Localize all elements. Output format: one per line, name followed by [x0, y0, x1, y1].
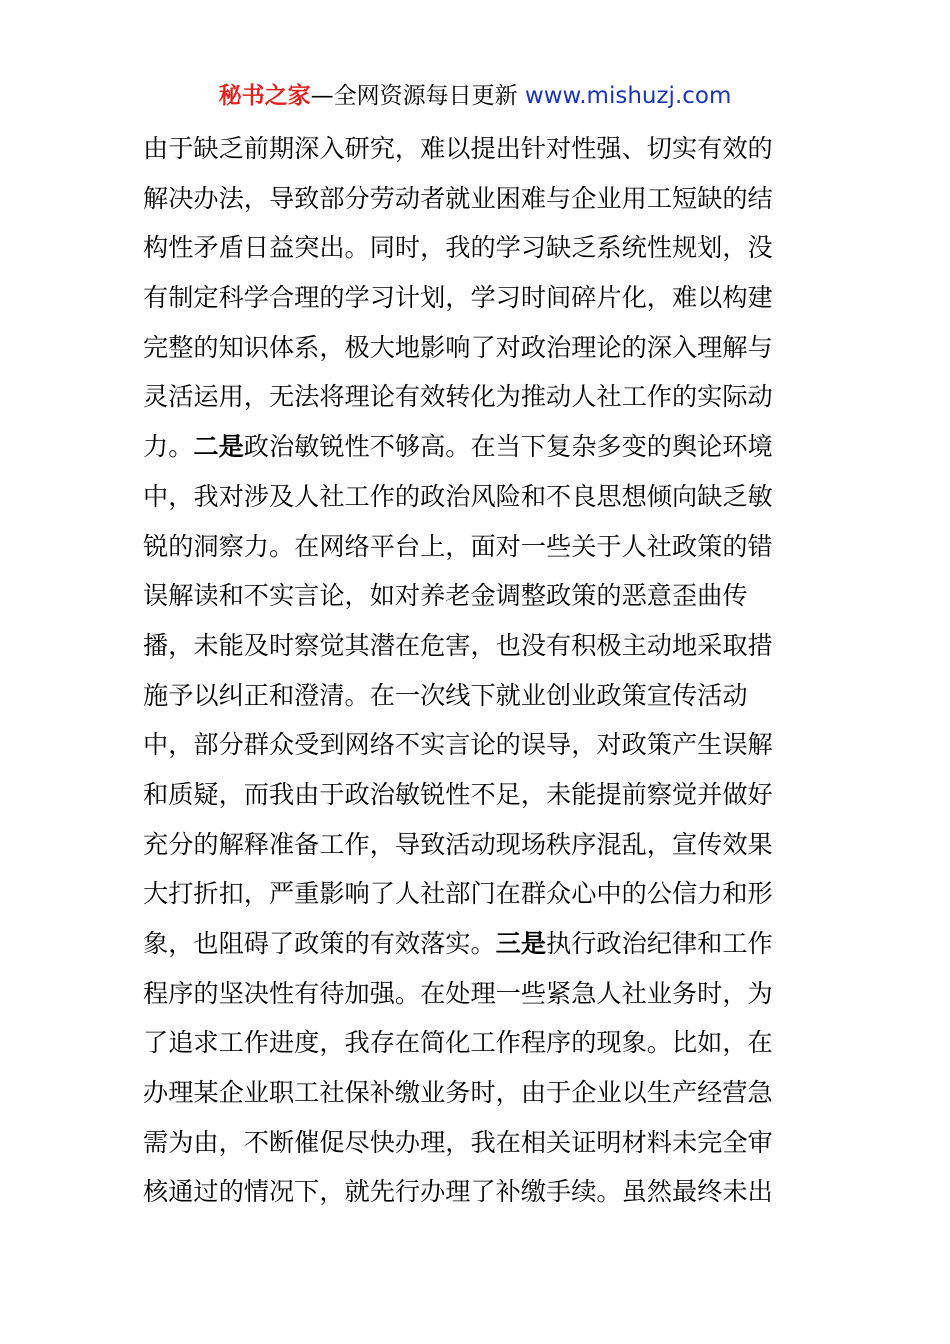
text-line: 大打折扣，严重影响了人社部门在群众心中的公信力和形 — [143, 879, 773, 909]
header-brand: 秘书之家 — [218, 83, 311, 109]
text-line: 误解读和不实言论，如对养老金调整政策的恶意歪曲传 — [143, 581, 748, 611]
text-line: 施予以纠正和澄清。在一次线下就业创业政策宣传活动 — [143, 680, 748, 710]
text-line: 构性矛盾日益突出。同时，我的学习缺乏系统性规划，没 — [143, 233, 773, 263]
text-line: 程序的坚决性有待加强。在处理一些紧急人社业务时，为 — [143, 978, 773, 1008]
header-tagline: —全网资源每日更新 — [310, 83, 525, 109]
text-line: 由于缺乏前期深入研究，难以提出针对性强、切实有效的 — [143, 134, 773, 163]
point-two-heading: 二是 — [193, 432, 244, 462]
text-line: 解决办法，导致部分劳动者就业困难与企业用工短缺的结 — [143, 183, 773, 213]
text-line: 中，我对涉及人社工作的政治风险和不良思想倾向缺乏敏 — [143, 481, 773, 511]
document-header — [0, 80, 950, 112]
header-site-url: www.mishuzj.com — [524, 83, 732, 109]
text-line: 了追求工作进度，我存在简化工作程序的现象。比如，在 — [143, 1028, 773, 1058]
text-line: 核通过的情况下，就先行办理了补缴手续。虽然最终未出 — [143, 1177, 773, 1207]
text-line: 完整的知识体系，极大地影响了对政治理论的深入理解与 — [143, 332, 773, 362]
text-line: 象，也阻碍了政策的有效落实。三是执行政治纪律和工作 — [143, 929, 773, 958]
text-line: 充分的解释准备工作，导致活动现场秩序混乱，宣传效果 — [143, 829, 773, 859]
text-line: 办理某企业职工社保补缴业务时，由于企业以生产经营急 — [143, 1078, 773, 1108]
text-line: 力。二是政治敏锐性不够高。在当下复杂多变的舆论环境 — [143, 432, 773, 462]
text-line: 灵活运用，无法将理论有效转化为推动人社工作的实际动 — [143, 382, 773, 412]
point-three-heading: 三是 — [495, 929, 546, 958]
text-line: 锐的洞察力。在网络平台上，面对一些关于人社政策的错 — [143, 531, 773, 561]
text-line: 播，未能及时察觉其潜在危害，也没有积极主动地采取措 — [143, 630, 773, 660]
document-body — [143, 124, 809, 1217]
text-line: 需为由，不断催促尽快办理，我在相关证明材料未完全审 — [143, 1127, 773, 1157]
text-line: 中，部分群众受到网络不实言论的误导，对政策产生误解 — [143, 730, 773, 760]
text-line: 有制定科学合理的学习计划，学习时间碎片化，难以构建 — [143, 283, 773, 313]
text-line: 和质疑，而我由于政治敏锐性不足，未能提前察觉并做好 — [143, 779, 773, 809]
